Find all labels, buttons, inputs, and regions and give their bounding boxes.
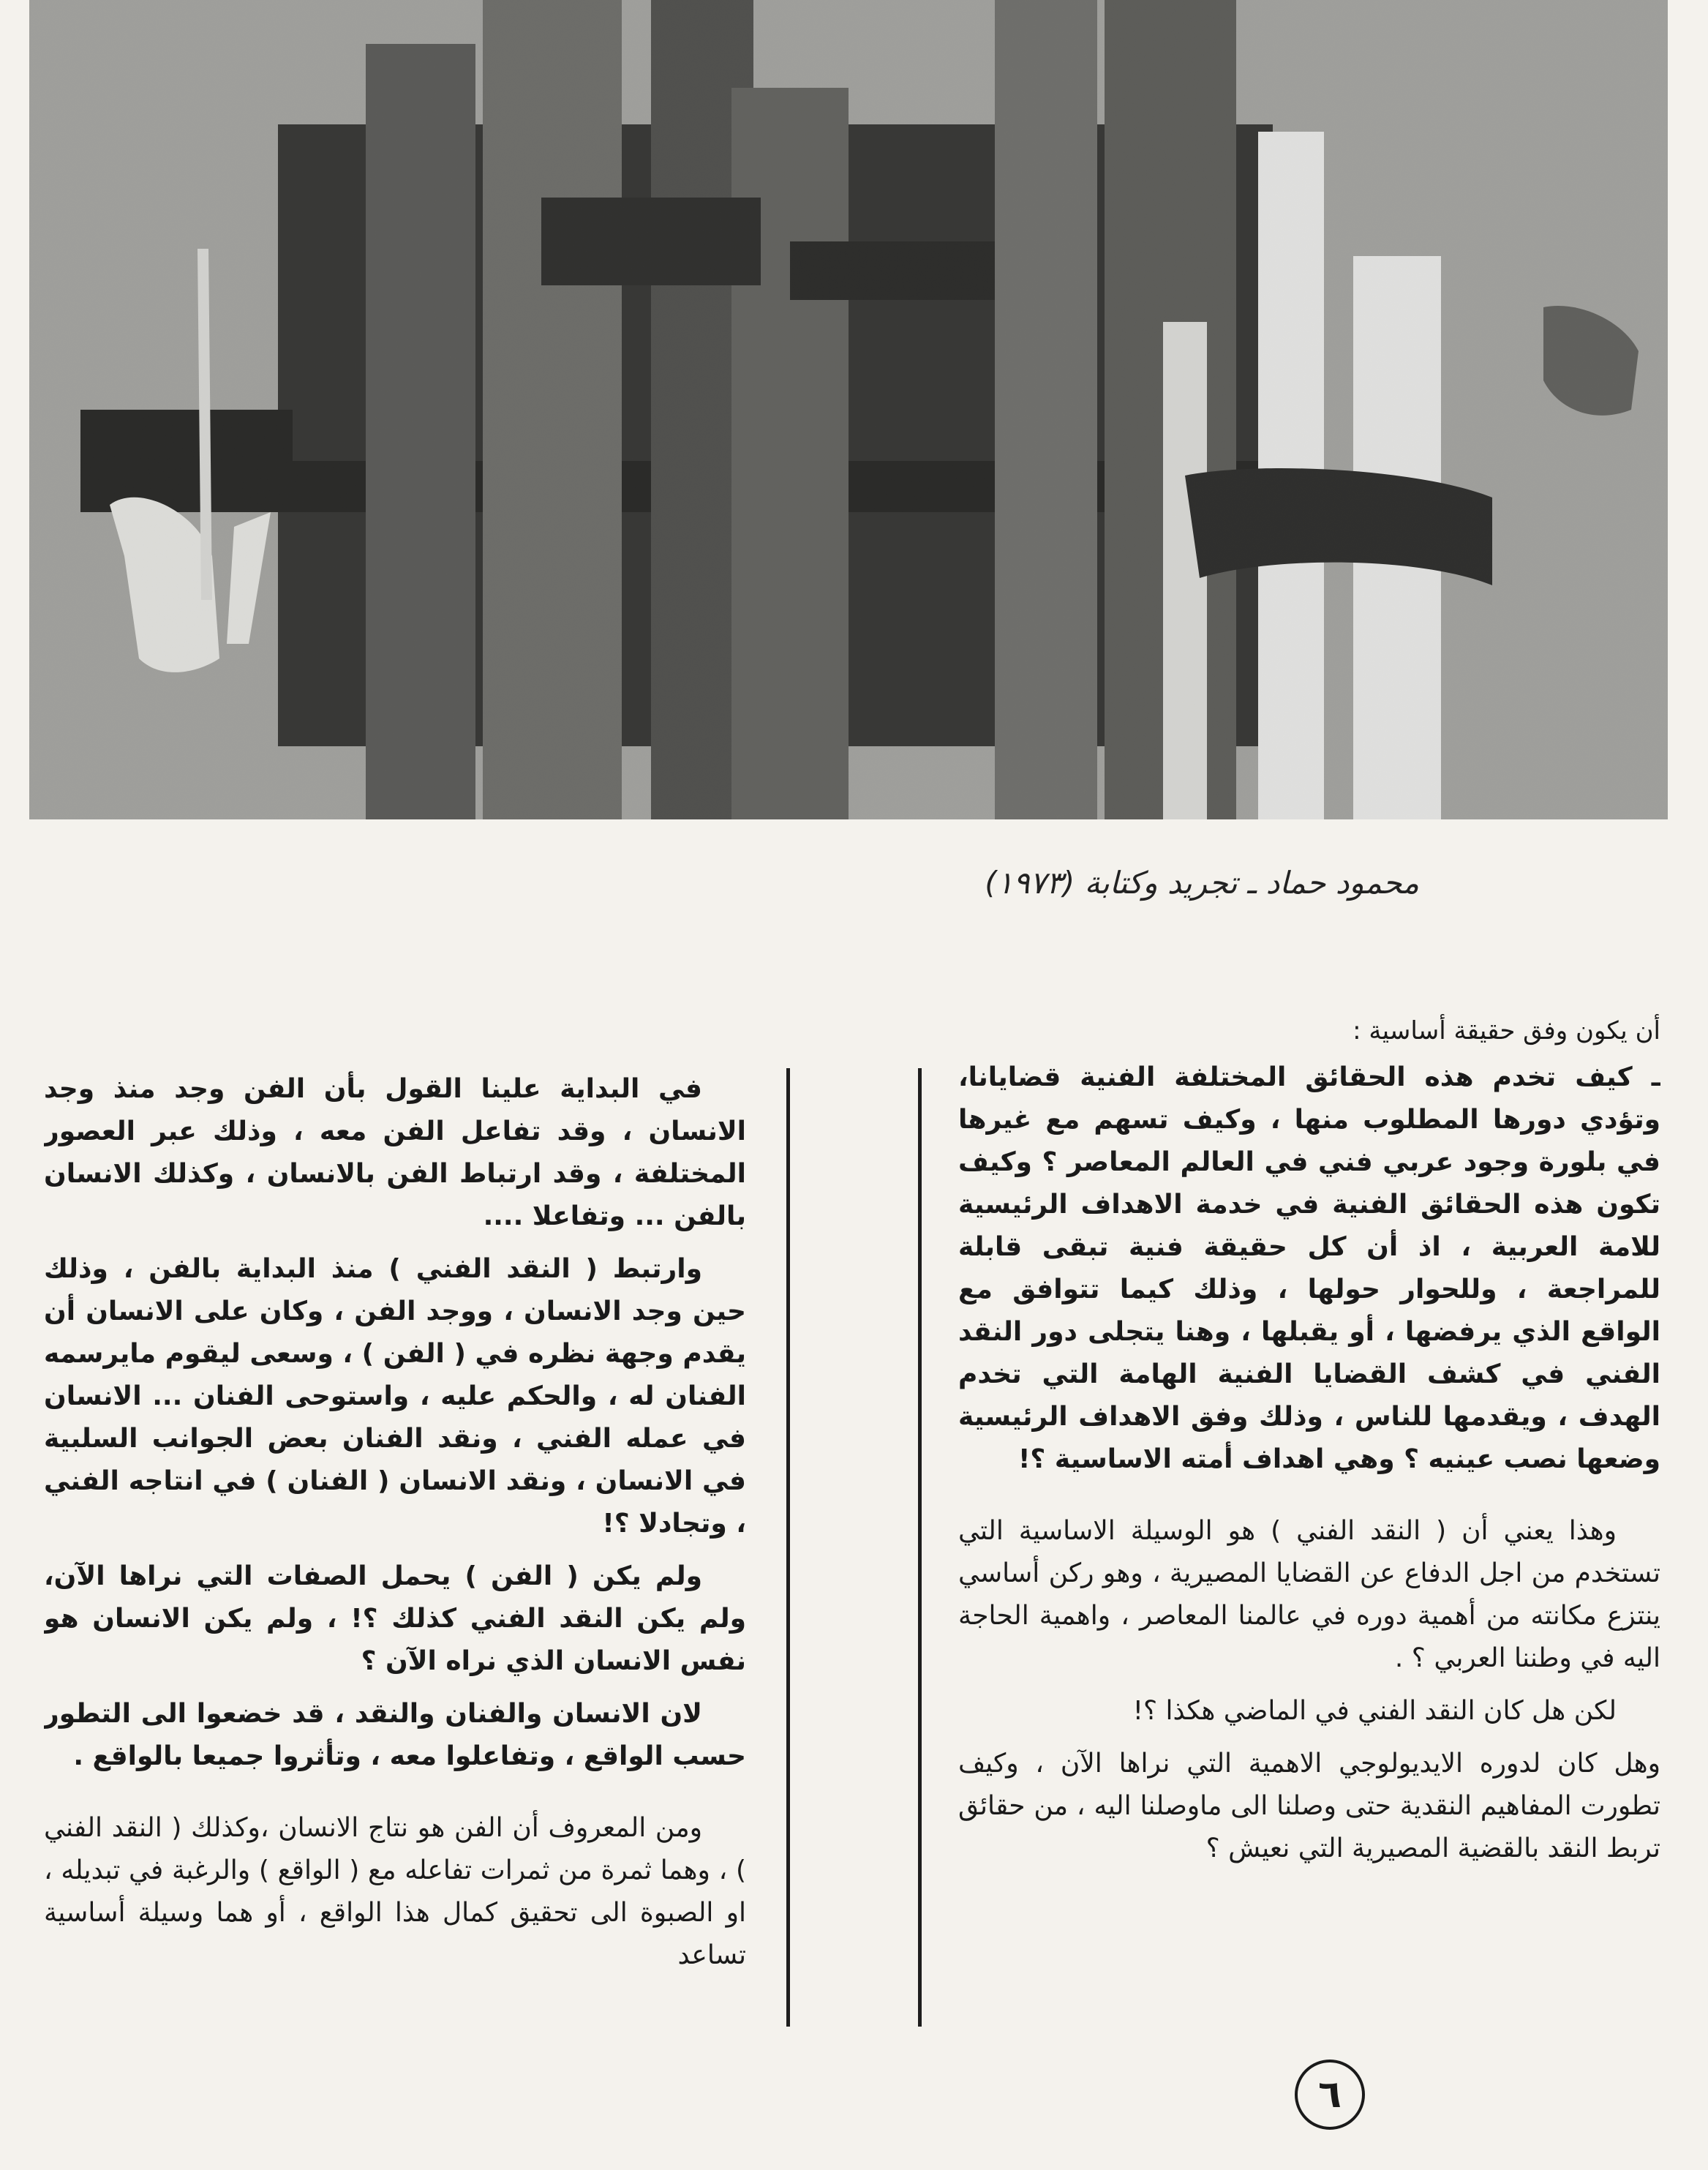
text-column-left	[44, 1068, 746, 2041]
column-left-paragraph-1: في البداية علينا القول بأن الفن وجد منذ وجد الانسان ، وقد تفاعل الفن معه ، وذلك عبر العصور المختلفة ، وقد ارتباط الفن بالانسان ، وكذلك الانسان بالفن ... وتفاعلا ....	[44, 1074, 746, 1231]
column-rule-left	[786, 1068, 790, 2027]
column-right-paragraph-1: ـ كيف تخدم هذه الحقائق المختلفة الفنية قضايانا، وتؤدي دورها المطلوب منها ، وكيف تسهم مع غيرها في بلورة وجود عربي فني في العالم المعاصر ؟ وكيف تكون هذه الحقائق الفنية في خدمة الاهداف الرئيسية للامة العربية ، اذ أن كل حقيقة فنية تبقى قابلة للمراجعة ، وللحوار حولها ، وذلك كيما تتوافق مع الواقع الذي يرفضها ، أو يقبلها ، وهنا يتجلى دور النقد الفني في كشف القضايا الفنية الهامة التي تخدم الهدف ، ويقدمها للناس ، وذلك وفق الاهداف الرئيسية وضعها نصب عينيه ؟ وهي اهداف أمته الاساسية ؟!	[958, 1062, 1660, 1474]
artwork-caption: محمود حماد ـ تجريد وكتابة (١٩٧٣)	[985, 865, 1419, 901]
column-left-paragraph-4: لان الانسان والفنان والنقد ، قد خضعوا الى التطور حسب الواقع ، وتفاعلوا معه ، وتأثروا جميعا بالواقع .	[44, 1699, 746, 1771]
column-left-paragraph-3: ولم يكن ( الفن ) يحمل الصفات التي نراها الآن، ولم يكن النقد الفني كذلك ؟! ، ولم يكن الانسان هو نفس الانسان الذي نراه الآن ؟	[44, 1561, 746, 1676]
column-right-paragraph-4: وهل كان لدوره الايديولوجي الاهمية التي نراها الآن ، وكيف تطورت المفاهيم النقدية حتى وصلنا الى ماوصلنا اليه ، من حقائق تربط النقد بالقضية المصيرية التي نعيش ؟	[958, 1749, 1660, 1863]
artwork-image	[29, 0, 1668, 819]
column-right-lead: أن يكون وفق حقيقة أساسية :	[1353, 1016, 1660, 1045]
column-right-paragraph-3: لكن هل كان النقد الفني في الماضي هكذا ؟!	[1132, 1696, 1617, 1726]
column-right-paragraph-2: وهذا يعني أن ( النقد الفني ) هو الوسيلة الاساسية التي تستخدم من اجل الدفاع عن القضايا المصيرية ، وهو ركن أساسي ينتزع مكانته من أهمية دوره في عالمنا المعاصر ، واهمية الحاجة اليه في وطننا العربي ؟ .	[958, 1516, 1660, 1673]
text-column-right	[958, 1010, 1660, 2034]
column-left-paragraph-5: ومن المعروف أن الفن هو نتاج الانسان ،وكذلك ( النقد الفني ) ، وهما ثمرة من ثمرات تفاعله مع ( الواقع ) والرغبة في تبديله ، او الصبوة الى تحقيق كمال هذا الواقع ، أو هما وسيلة أساسية تساعد	[44, 1813, 746, 1970]
page-number: ٦	[1295, 2060, 1365, 2130]
column-rule-right	[918, 1068, 922, 2027]
column-left-paragraph-2: وارتبط ( النقد الفني ) منذ البداية بالفن ، وذلك حين وجد الانسان ، ووجد الفن ، وكان على الانسان أن يقدم وجهة نظره في ( الفن ) ، وسعى ليقوم مايرسمه الفنان له ، والحكم عليه ، واستوحى الفنان ... الانسان في عمله الفني ، ونقد الفنان بعض الجوانب السلبية في الانسان ، ونقد الانسان ( الفنان ) في انتاجه الفني ، وتجادلا ؟!	[44, 1254, 746, 1539]
